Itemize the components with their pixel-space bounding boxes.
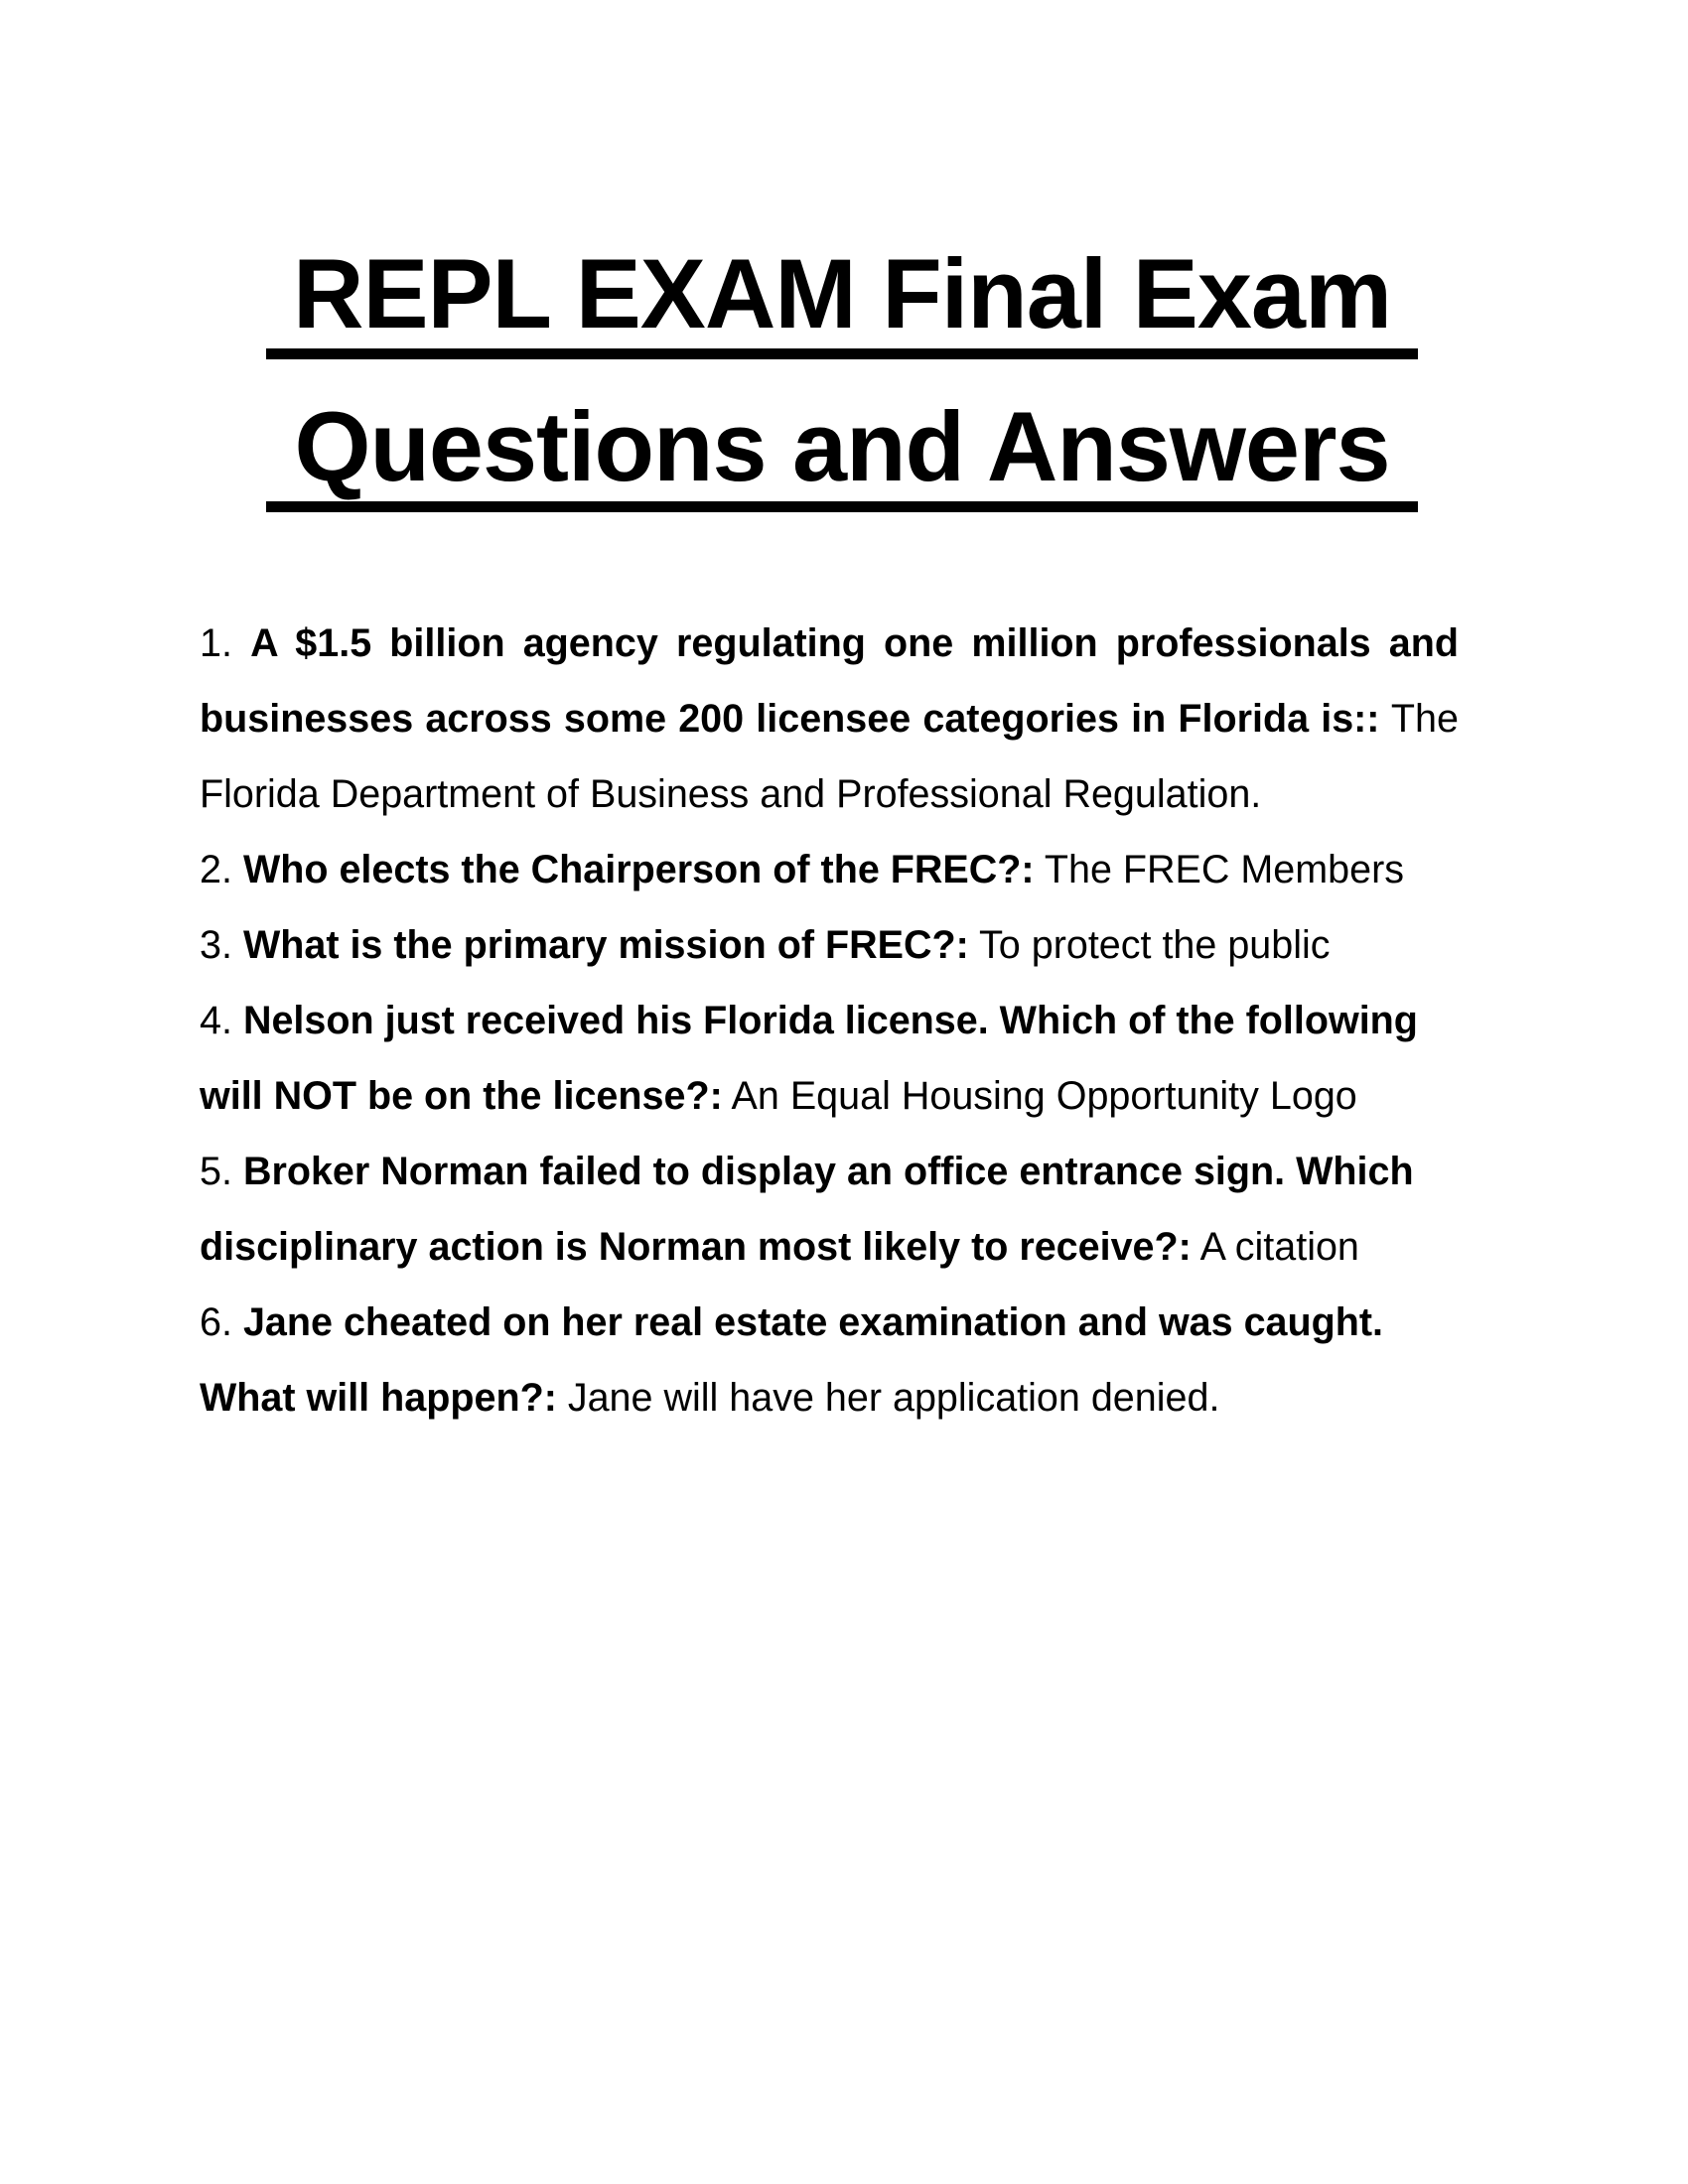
qa-item-5: [200, 1134, 1459, 1285]
question-text: What is the primary mission of FREC?:: [242, 923, 969, 967]
question-answer-list: [200, 606, 1459, 1435]
question-number: 3.: [200, 923, 232, 967]
answer-text: The FREC Members: [1044, 848, 1404, 891]
question-text: A $1.5 billion agency regulating one million professionals and businesses across some 200 licensee categories in Florida is::: [200, 621, 1459, 741]
question-text: Broker Norman failed to display an office entrance sign. Which disciplinary action is Norman most likely to receive?:: [200, 1150, 1414, 1269]
question-number: 6.: [200, 1300, 232, 1344]
title-line-2: Questions and Answers: [266, 389, 1418, 512]
question-number: 1.: [200, 621, 232, 665]
answer-text: Jane will have her application denied.: [567, 1376, 1220, 1420]
qa-item-2: [200, 832, 1459, 907]
question-number: 2.: [200, 848, 232, 891]
qa-item-3: [200, 907, 1459, 983]
answer-text: An Equal Housing Opportunity Logo: [731, 1074, 1357, 1118]
question-text: Jane cheated on her real estate examination and was caught. What will happen?:: [200, 1300, 1384, 1420]
answer-text: To protect the public: [979, 923, 1331, 967]
title-line-1: REPL EXAM Final Exam: [266, 236, 1418, 359]
question-text: Who elects the Chairperson of the FREC?:: [242, 848, 1035, 891]
answer-text: The Florida Department of Business and Professional Regulation.: [200, 697, 1459, 816]
document-title: [266, 236, 1418, 542]
qa-item-6: [200, 1285, 1459, 1435]
qa-item-4: [200, 983, 1459, 1134]
qa-item-1: [200, 606, 1459, 832]
answer-text: A citation: [1199, 1225, 1359, 1269]
question-number: 5.: [200, 1150, 232, 1193]
question-text: Nelson just received his Florida license. Which of the following will NOT be on the license?:: [200, 999, 1418, 1118]
question-number: 4.: [200, 999, 232, 1042]
